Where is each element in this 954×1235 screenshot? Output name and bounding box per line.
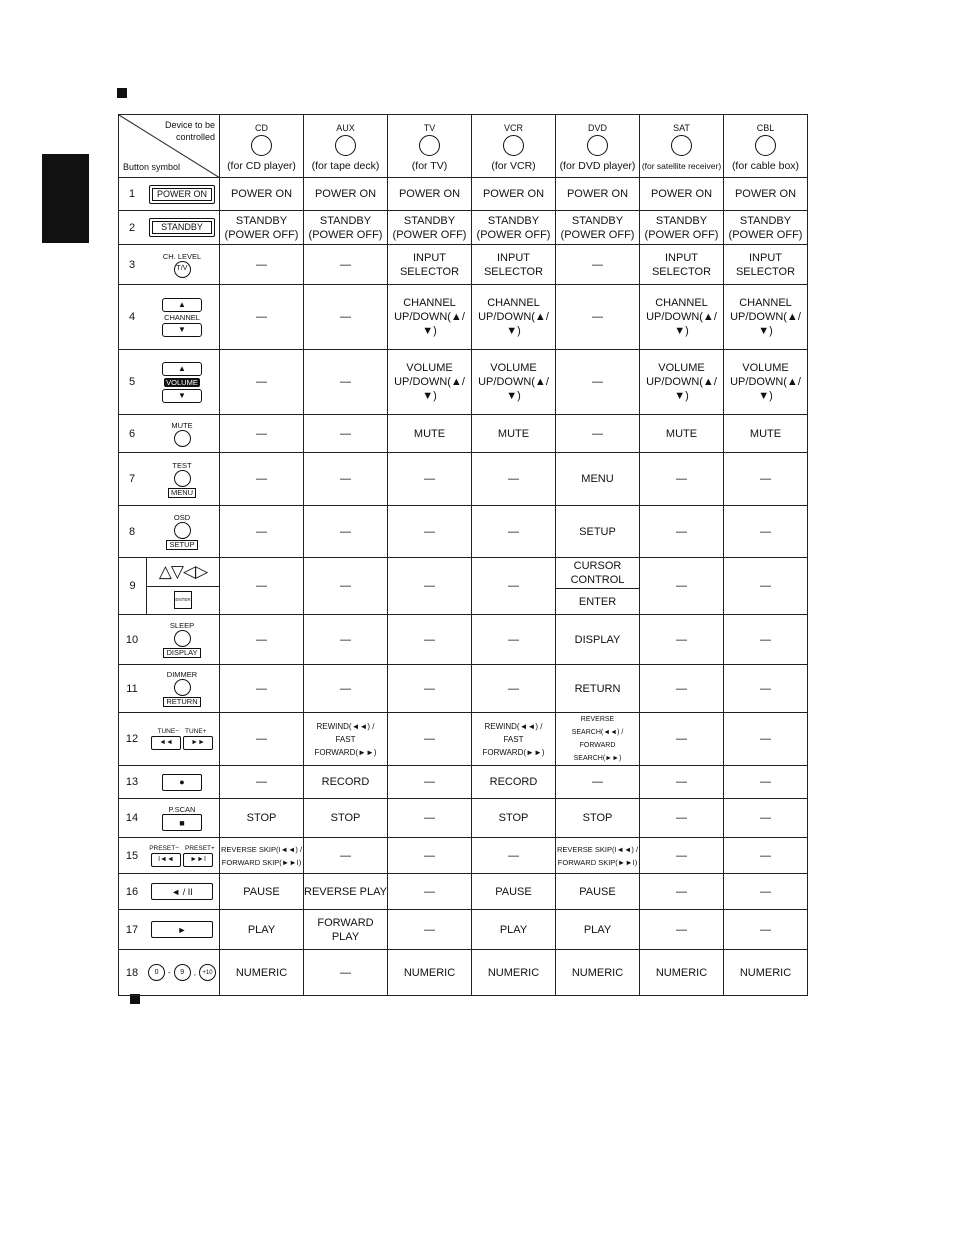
func-cell: POWER ON — [220, 178, 304, 211]
table-row — [119, 799, 808, 838]
func-cell: POWER ON — [472, 178, 556, 211]
func-cell: REVERSE SKIP(I◄◄) / FORWARD SKIP(►►I) — [556, 838, 640, 874]
func-cell: — — [304, 615, 388, 665]
table-row — [119, 245, 808, 285]
func-cell: NUMERIC — [640, 950, 724, 996]
button-cell — [119, 950, 220, 996]
play-icon: ► — [151, 921, 213, 938]
func-cell: — — [640, 665, 724, 713]
skip-forward-icon: ►►I — [183, 853, 213, 867]
func-cell: — — [556, 245, 640, 285]
func-cell: — — [556, 285, 640, 350]
button-cell — [119, 211, 220, 245]
func-cell: PLAY — [556, 910, 640, 950]
func-cell: RETURN — [556, 665, 640, 713]
func-cell: INPUT SELECTOR — [388, 245, 472, 285]
func-cell: STOP — [556, 799, 640, 838]
button-cell — [119, 285, 220, 350]
func-cell: MUTE — [472, 415, 556, 453]
func-cell: VOLUME UP/DOWN(▲/▼) — [472, 350, 556, 415]
row-number: 18 — [125, 966, 139, 979]
device-desc: (for DVD player) — [559, 159, 636, 172]
func-cell: POWER ON — [556, 178, 640, 211]
device-desc: (for cable box) — [731, 159, 800, 172]
func-cell: — — [388, 874, 472, 910]
func-cell: — — [220, 285, 304, 350]
button-cell — [119, 799, 220, 838]
func-cell: — — [220, 350, 304, 415]
func-cell: — — [304, 245, 388, 285]
row-number: 17 — [125, 923, 139, 936]
func-cell: — — [724, 766, 808, 799]
func-cell: — — [640, 615, 724, 665]
func-cell: RECORD — [472, 766, 556, 799]
row-number: 1 — [128, 188, 136, 200]
volume-down-icon: ▼ — [162, 389, 202, 403]
fast-forward-icon: ►► — [183, 736, 213, 750]
func-cell: — — [640, 838, 724, 874]
func-cell: — — [388, 665, 472, 713]
func-cell: STANDBY (POWER OFF) — [220, 211, 304, 245]
digit-0-icon: 0 — [148, 964, 165, 981]
func-cell: REWIND(◄◄) / FAST FORWARD(►►) — [304, 713, 388, 766]
button-cell — [119, 874, 220, 910]
pscan-label: P.SCAN — [168, 805, 196, 814]
func-cell: MUTE — [640, 415, 724, 453]
channel-down-icon: ▼ — [162, 323, 202, 337]
table-row — [119, 615, 808, 665]
table-row — [119, 506, 808, 558]
device-code: SAT — [673, 122, 690, 133]
table-row — [119, 178, 808, 211]
func-cell: — — [388, 910, 472, 950]
func-cell: NUMERIC — [472, 950, 556, 996]
func-cell: STANDBY (POWER OFF) — [472, 211, 556, 245]
table-row — [119, 713, 808, 766]
row-number: 6 — [128, 427, 136, 440]
button-cell — [119, 350, 220, 415]
func-cell: — — [472, 506, 556, 558]
func-cell: — — [640, 506, 724, 558]
func-cell: — — [304, 950, 388, 996]
func-cell: STANDBY (POWER OFF) — [724, 211, 808, 245]
return-label: RETURN — [163, 697, 200, 707]
device-header-cbl — [724, 115, 808, 178]
button-cell — [119, 838, 220, 874]
func-cell: PLAY — [220, 910, 304, 950]
func-cell: — — [640, 874, 724, 910]
func-cell: — — [640, 766, 724, 799]
device-button-icon — [671, 135, 692, 156]
tune-minus-label: TUNE− — [157, 728, 179, 735]
device-code: DVD — [587, 122, 607, 133]
func-cell: REWIND(◄◄) / FAST FORWARD(►►) — [472, 713, 556, 766]
func-cell: — — [388, 766, 472, 799]
table-row — [119, 558, 808, 615]
row-number: 9 — [119, 558, 147, 614]
remote-function-table — [118, 114, 808, 996]
digit-9-icon: 9 — [174, 964, 191, 981]
func-cell: — — [724, 453, 808, 506]
func-cell: POWER ON — [304, 178, 388, 211]
func-cell: — — [388, 799, 472, 838]
display-label: DISPLAY — [163, 648, 200, 658]
func-cell: — — [304, 838, 388, 874]
device-code: AUX — [336, 122, 355, 133]
func-cell: — — [724, 665, 808, 713]
func-cell: DISPLAY — [556, 615, 640, 665]
power-on-button-icon: POWER ON — [149, 185, 215, 204]
func-cell: NUMERIC — [388, 950, 472, 996]
table-row — [119, 453, 808, 506]
table-row — [119, 350, 808, 415]
func-cell: — — [724, 838, 808, 874]
row-number: 8 — [128, 525, 136, 538]
tune-plus-label: TUNE+ — [185, 728, 207, 735]
row-number: 5 — [128, 376, 136, 388]
channel-up-icon: ▲ — [162, 298, 202, 312]
func-cell: — — [304, 558, 388, 615]
test-label: TEST — [172, 460, 192, 470]
device-code: CBL — [756, 122, 775, 133]
device-header-dvd — [556, 115, 640, 178]
func-cell: — — [640, 558, 724, 615]
sleep-label: SLEEP — [169, 621, 195, 630]
test-menu-button-icon — [174, 470, 191, 487]
reverse-play-pause-icon: ◄ / II — [151, 883, 213, 900]
func-cell: — — [388, 453, 472, 506]
func-cell: STOP — [220, 799, 304, 838]
mute-button-icon — [174, 430, 191, 447]
preset-minus-label: PRESET− — [149, 844, 179, 852]
device-button-icon — [251, 135, 272, 156]
func-cell: — — [304, 665, 388, 713]
func-cell: — — [640, 453, 724, 506]
mute-label: MUTE — [171, 420, 193, 430]
func-cell: RECORD — [304, 766, 388, 799]
record-icon: ● — [162, 774, 202, 791]
func-cell: CHANNEL UP/DOWN(▲/▼) — [388, 285, 472, 350]
func-cell: — — [724, 713, 808, 766]
func-cell: POWER ON — [388, 178, 472, 211]
setup-label: SETUP — [166, 540, 197, 550]
func-cell: PAUSE — [220, 874, 304, 910]
func-cell: — — [472, 558, 556, 615]
button-symbol-header-label: Button symbol — [123, 162, 181, 172]
func-cell: CHANNEL UP/DOWN(▲/▼) — [724, 285, 808, 350]
table-row — [119, 285, 808, 350]
func-cell: PAUSE — [556, 874, 640, 910]
comma: , — [193, 967, 196, 977]
func-cell: — — [724, 558, 808, 615]
row-number: 11 — [126, 682, 138, 695]
func-cell: SETUP — [556, 506, 640, 558]
device-button-icon — [419, 135, 440, 156]
volume-up-icon: ▲ — [162, 362, 202, 376]
func-cell: STANDBY (POWER OFF) — [556, 211, 640, 245]
table-row — [119, 910, 808, 950]
button-cell — [119, 665, 220, 713]
func-cell: STANDBY (POWER OFF) — [388, 211, 472, 245]
side-tab — [42, 154, 89, 243]
func-cell: — — [220, 245, 304, 285]
func-cell: STOP — [472, 799, 556, 838]
row-number: 12 — [125, 733, 139, 745]
standby-button-icon: STANDBY — [149, 218, 215, 237]
func-cell: — — [556, 415, 640, 453]
device-header-aux — [304, 115, 388, 178]
func-cell: — — [388, 838, 472, 874]
func-cell: — — [724, 506, 808, 558]
func-cell: NUMERIC — [220, 950, 304, 996]
func-cell: — — [472, 615, 556, 665]
func-cell: — — [304, 415, 388, 453]
header-row — [119, 115, 808, 178]
device-desc: (for TV) — [411, 159, 448, 172]
func-cell: POWER ON — [640, 178, 724, 211]
cursor-control-text: CURSOR CONTROL — [556, 558, 639, 589]
func-cell: — — [220, 665, 304, 713]
plus-10-icon: +10 — [199, 964, 216, 981]
dimmer-label: DIMMER — [166, 670, 198, 679]
menu-label: MENU — [168, 488, 196, 498]
enter-text: ENTER — [578, 595, 617, 608]
device-header-label: Device to be controlled — [164, 120, 215, 142]
func-cell: — — [304, 285, 388, 350]
func-cell: STANDBY (POWER OFF) — [640, 211, 724, 245]
func-cell: CHANNEL UP/DOWN(▲/▼) — [472, 285, 556, 350]
device-desc: (for tape deck) — [311, 159, 380, 172]
row-number: 15 — [125, 849, 139, 862]
button-cell — [119, 506, 220, 558]
func-cell: — — [388, 558, 472, 615]
func-cell: INPUT SELECTOR — [640, 245, 724, 285]
func-cell: — — [388, 615, 472, 665]
func-cell: MUTE — [724, 415, 808, 453]
func-cell: — — [304, 506, 388, 558]
button-cell — [119, 245, 220, 285]
button-cell — [119, 453, 220, 506]
skip-back-icon: I◄◄ — [151, 853, 181, 867]
func-cell: — — [304, 350, 388, 415]
func-cell: — — [556, 350, 640, 415]
row-number: 3 — [128, 258, 136, 271]
row-number: 16 — [125, 885, 139, 898]
func-cell: PAUSE — [472, 874, 556, 910]
func-cell: INPUT SELECTOR — [724, 245, 808, 285]
func-cell: — — [304, 453, 388, 506]
func-cell: — — [640, 713, 724, 766]
func-cell: INPUT SELECTOR — [472, 245, 556, 285]
func-cell: POWER ON — [724, 178, 808, 211]
enter-button-icon: ENTER — [174, 591, 192, 609]
section-marker-top — [117, 88, 127, 98]
row-number: 14 — [125, 812, 139, 824]
func-cell: REVERSE SEARCH(◄◄) / FORWARD SEARCH(►►) — [556, 713, 640, 766]
dimmer-return-button-icon — [174, 679, 191, 696]
table-row — [119, 950, 808, 996]
button-cell — [119, 558, 220, 615]
device-header-sat — [640, 115, 724, 178]
button-cell — [119, 766, 220, 799]
device-header-tv — [388, 115, 472, 178]
device-desc: (for VCR) — [491, 159, 536, 172]
func-cell: — — [220, 415, 304, 453]
rewind-icon: ◄◄ — [151, 736, 181, 750]
row-number: 7 — [128, 473, 136, 485]
func-cell: — — [220, 615, 304, 665]
cursor-arrows-icon: △▽◁▷ — [147, 558, 219, 587]
func-cell: — — [724, 874, 808, 910]
func-cell: — — [724, 799, 808, 838]
stop-icon: ■ — [162, 814, 202, 831]
device-code: CD — [255, 122, 268, 133]
func-cell: — — [556, 766, 640, 799]
func-cell: — — [388, 506, 472, 558]
button-cell — [119, 178, 220, 211]
device-code: VCR — [503, 122, 523, 133]
func-cell: — — [220, 713, 304, 766]
row-number: 2 — [128, 221, 136, 234]
table-row — [119, 211, 808, 245]
func-cell: — — [220, 453, 304, 506]
table-row — [119, 415, 808, 453]
device-button-icon — [503, 135, 524, 156]
func-cell: FORWARD PLAY — [304, 910, 388, 950]
func-cell: PLAY — [472, 910, 556, 950]
func-cell: REVERSE SKIP(I◄◄) / FORWARD SKIP(►►I) — [220, 838, 304, 874]
func-cell: NUMERIC — [724, 950, 808, 996]
header-corner-cell — [119, 115, 220, 178]
sleep-display-button-icon — [174, 630, 191, 647]
device-desc: (for CD player) — [227, 159, 296, 172]
func-cell: — — [220, 558, 304, 615]
func-cell: VOLUME UP/DOWN(▲/▼) — [724, 350, 808, 415]
button-cell — [119, 615, 220, 665]
func-cell: STANDBY (POWER OFF) — [304, 211, 388, 245]
button-cell — [119, 713, 220, 766]
channel-label: CHANNEL — [164, 312, 200, 322]
func-cell: — — [472, 453, 556, 506]
table-row — [119, 874, 808, 910]
device-code: TV — [423, 122, 436, 133]
device-button-icon — [755, 135, 776, 156]
func-cell: NUMERIC — [556, 950, 640, 996]
device-desc: (for satellite receiver) — [641, 160, 722, 171]
func-cell: — — [724, 615, 808, 665]
preset-plus-label: PRESET+ — [185, 844, 215, 852]
device-button-icon — [335, 135, 356, 156]
func-cell: MENU — [556, 453, 640, 506]
func-cell: — — [472, 665, 556, 713]
func-cell: — — [220, 766, 304, 799]
func-cell: VOLUME UP/DOWN(▲/▼) — [640, 350, 724, 415]
func-cell: — — [724, 910, 808, 950]
osd-setup-button-icon — [174, 522, 191, 539]
table-row — [119, 665, 808, 713]
func-cell: — — [640, 799, 724, 838]
device-button-icon — [587, 135, 608, 156]
func-cell: — — [220, 506, 304, 558]
volume-label: VOLUME — [166, 377, 198, 387]
func-cell: VOLUME UP/DOWN(▲/▼) — [388, 350, 472, 415]
table-row — [119, 838, 808, 874]
button-cell — [119, 415, 220, 453]
row-number: 4 — [128, 311, 136, 323]
func-cell: — — [472, 838, 556, 874]
button-cell — [119, 910, 220, 950]
func-cell: MUTE — [388, 415, 472, 453]
tv-video-button-icon: T/V — [174, 261, 191, 278]
table-row — [119, 766, 808, 799]
func-cell: — — [640, 910, 724, 950]
device-header-cd — [220, 115, 304, 178]
row-number: 10 — [125, 633, 139, 646]
func-cell: CHANNEL UP/DOWN(▲/▼) — [640, 285, 724, 350]
func-cell: REVERSE PLAY — [304, 874, 388, 910]
device-header-vcr — [472, 115, 556, 178]
func-cell-split — [556, 558, 640, 615]
func-cell: STOP — [304, 799, 388, 838]
row-number: 13 — [125, 776, 139, 788]
ch-level-label: CH. LEVEL — [162, 251, 202, 261]
range-dash: - — [168, 967, 171, 977]
osd-label: OSD — [173, 513, 191, 522]
func-cell: — — [388, 713, 472, 766]
